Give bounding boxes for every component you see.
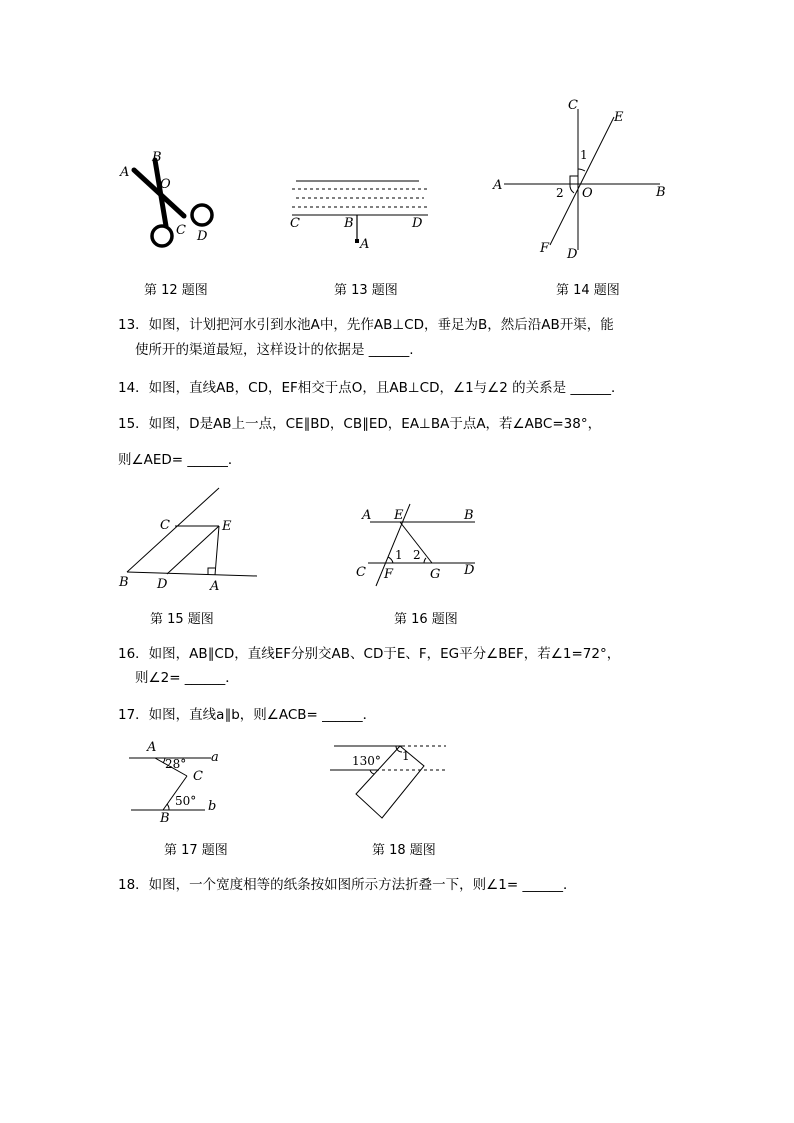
fig17-angle-28: 28° <box>165 757 187 771</box>
fig13-label-D: D <box>412 216 423 231</box>
fig16-label-F: F <box>384 567 394 582</box>
caption-fig12: 第 12 题图 <box>144 283 208 298</box>
fig14-label-F: F <box>540 241 550 256</box>
fig17-label-C: C <box>193 769 203 784</box>
fig12-label-C: C <box>176 223 186 238</box>
fig14-label-C: C <box>568 98 578 113</box>
figure-14-intersecting-lines <box>490 95 675 265</box>
fig12-label-O: O <box>160 177 171 192</box>
question-16-line2: 则∠2= ______． <box>135 670 239 686</box>
caption-fig13: 第 13 题图 <box>334 283 398 298</box>
fig17-label-a: a <box>211 750 219 765</box>
fig16-label-C: C <box>356 565 366 580</box>
fig17-label-b: b <box>208 799 217 814</box>
fig15-label-A: A <box>210 579 220 594</box>
fig17-label-A: A <box>147 740 157 755</box>
fig16-label-B: B <box>464 508 474 523</box>
fig17-angle-50: 50° <box>175 794 197 808</box>
caption-fig17: 第 17 题图 <box>164 843 228 858</box>
fig18-angle-130: 130° <box>352 754 381 768</box>
fig15-label-C: C <box>160 518 170 533</box>
question-17: 17．如图，直线a∥b，则∠ACB= ______． <box>118 707 377 723</box>
fig14-label-O: O <box>582 186 593 201</box>
caption-fig14: 第 14 题图 <box>556 283 620 298</box>
fig14-label-A: A <box>493 178 503 193</box>
fig16-angle-2: 2 <box>413 548 421 562</box>
fig16-label-D: D <box>464 563 475 578</box>
fig14-label-E: E <box>614 110 624 125</box>
question-16-line1: 16．如图，AB∥CD，直线EF分别交AB、CD于E、F，EG平分∠BEF，若∠1=72°， <box>118 646 621 662</box>
fig15-label-D: D <box>157 577 168 592</box>
question-13-line2: 使所开的渠道最短，这样设计的依据是 ______. <box>135 342 414 358</box>
fig16-label-G: G <box>430 567 441 582</box>
fig13-label-C: C <box>290 216 300 231</box>
fig15-label-E: E <box>222 519 232 534</box>
fig17-label-B: B <box>160 811 170 826</box>
question-18: 18．如图，一个宽度相等的纸条按如图所示方法折叠一下，则∠1= ______． <box>118 877 577 893</box>
fig13-label-A: A <box>360 237 370 252</box>
fig16-label-A: A <box>362 508 372 523</box>
figure-13-river <box>286 175 436 255</box>
fig16-label-E: E <box>394 508 404 523</box>
fig12-label-D: D <box>197 229 208 244</box>
question-13-line1: 13．如图，计划把河水引到水池A中，先作AB⊥CD，垂足为B，然后沿AB开渠，能 <box>118 317 614 333</box>
figure-18-folded-strip <box>326 738 451 823</box>
question-14: 14．如图，直线AB，CD，EF相交于点O，且AB⊥CD，∠1与∠2 的关系是 ______． <box>118 380 625 396</box>
fig14-label-B: B <box>656 185 666 200</box>
fig16-angle-1: 1 <box>395 548 403 562</box>
figure-16-parallel-lines <box>350 500 485 590</box>
caption-fig15: 第 15 题图 <box>150 612 214 627</box>
fig15-label-B: B <box>119 575 129 590</box>
question-15-line1: 15．如图，D是AB上一点，CE∥BD，CB∥ED，EA⊥BA于点A，若∠ABC=38°， <box>118 416 602 432</box>
fig12-label-A: A <box>120 165 130 180</box>
fig12-label-B: B <box>152 150 162 165</box>
fig13-label-B: B <box>344 216 354 231</box>
fig14-angle-2: 2 <box>556 186 564 200</box>
fig18-angle-1: 1 <box>402 749 410 763</box>
fig14-label-D: D <box>567 247 578 262</box>
figure-17-angles <box>125 738 235 828</box>
figure-15-parallelogram <box>115 484 265 594</box>
fig14-angle-1: 1 <box>580 148 588 162</box>
caption-fig18: 第 18 题图 <box>372 843 436 858</box>
caption-fig16: 第 16 题图 <box>394 612 458 627</box>
figure-12-scissors <box>110 148 230 253</box>
question-15-line2: 则∠AED= ______． <box>118 452 242 468</box>
